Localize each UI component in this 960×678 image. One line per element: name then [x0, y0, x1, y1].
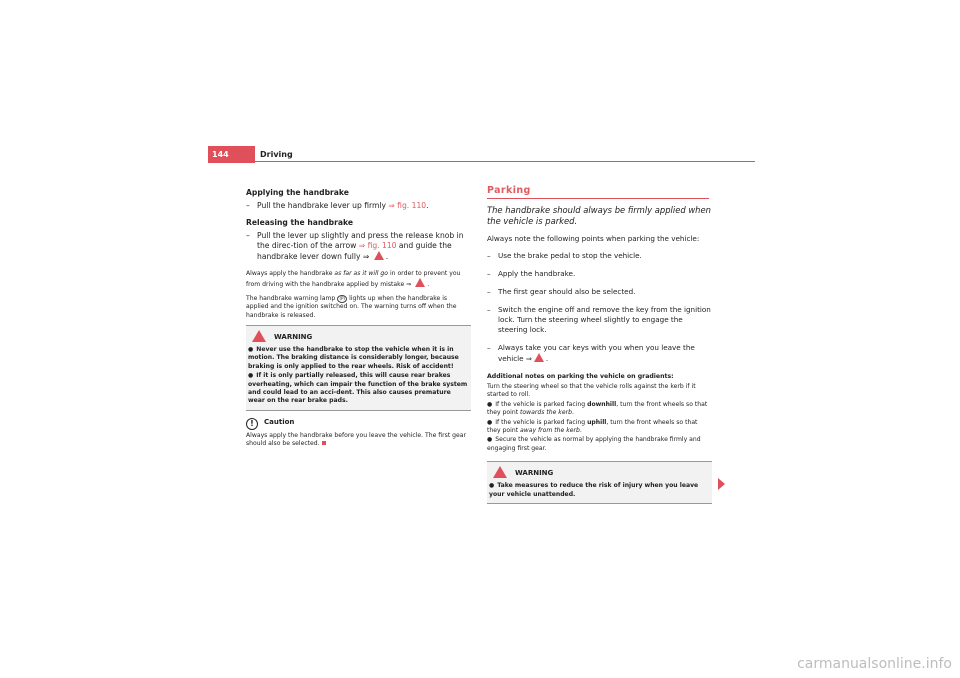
warning-item: ● Take measures to reduce the risk of injury when you leave your vehicle unattended.: [489, 482, 699, 498]
note-apply: Always apply the handbrake as far as it will go in order to prevent you from driving with the handbrake applied by mistake ⇒ .: [246, 270, 461, 289]
left-column: [246, 188, 471, 454]
applying-step: – Pull the handbrake lever up firmly ⇒ fig. 110.: [246, 201, 429, 210]
caution-heading: ! Caution: [246, 417, 471, 430]
warning-box: [487, 461, 712, 504]
end-marker: [322, 441, 326, 445]
notes-intro: Turn the steering wheel so that the vehicle rolls against the kerb if it started to roll.: [487, 383, 696, 399]
parking-step: – The first gear should also be selected.: [487, 287, 636, 296]
fig-link[interactable]: ⇒ fig. 110: [358, 241, 397, 250]
note-lamp: The handbrake warning lamp (P) lights up when the handbrake is applied and the ignition switched on. The warning turns off when the handbrake is released.: [246, 294, 457, 319]
parking-step: – Use the brake pedal to stop the vehicle.: [487, 251, 642, 260]
parking-step: – Apply the handbrake.: [487, 269, 576, 278]
warning-icon: [415, 278, 425, 287]
chapter-title: Driving: [260, 150, 293, 159]
page-number: 144: [212, 150, 229, 159]
handbrake-lamp-icon: (P): [337, 295, 347, 303]
warning-icon: [374, 251, 384, 260]
section-divider: [487, 198, 709, 199]
note-item: ● If the vehicle is parked facing uphill, turn the front wheels so that they point away from the kerb.: [487, 418, 698, 435]
intro-text: Always note the following points when parking the vehicle:: [487, 234, 700, 243]
warning-item: ● If it is only partially released, this will cause rear brakes overheating, which can impair the function of the brake system and could lead to an acci-dent. This also causes premature wear on the rear brake pads.: [248, 372, 468, 405]
applying-title: Applying the handbrake: [246, 188, 349, 197]
releasing-step: – Pull the lever up slightly and press the release knob in the direc-tion of the arrow ⇒ fig. 110 and guide the handbrake lever down fully ⇒ .: [246, 231, 464, 261]
section-title: Parking: [487, 185, 531, 196]
right-column: [487, 186, 712, 510]
warning-heading: WARNING: [248, 330, 469, 342]
warning-icon: [252, 330, 266, 342]
warning-icon: [493, 466, 507, 478]
fig-link[interactable]: ⇒ fig. 110: [388, 201, 427, 210]
header-divider: [255, 161, 755, 162]
note-item: ● Secure the vehicle as normal by applying the handbrake firmly and engaging first gear.: [487, 436, 701, 452]
note-item: ● If the vehicle is parked facing downhill, turn the front wheels so that they point towards the kerb.: [487, 400, 708, 417]
parking-step: – Switch the engine off and remove the key from the ignition lock. Turn the steering wheel slightly to engage the steering lock.: [487, 305, 711, 334]
notes-title: Additional notes on parking the vehicle on gradients:: [487, 373, 674, 380]
watermark: carmanualsonline.info: [797, 656, 952, 672]
releasing-title: Releasing the handbrake: [246, 218, 353, 227]
warning-icon: [534, 353, 544, 362]
parking-step: – Always take you car keys with you when you leave the vehicle ⇒ .: [487, 343, 695, 363]
caution-icon: !: [246, 418, 258, 430]
continue-arrow-icon: [718, 478, 725, 490]
warning-box: [246, 325, 471, 411]
warning-heading: WARNING: [489, 466, 710, 478]
section-lead: The handbrake should always be firmly applied when the vehicle is parked.: [487, 205, 711, 226]
warning-item: ● Never use the handbrake to stop the vehicle when it is in motion. The braking distance is considerably longer, because braking is only applied to the rear wheels. Risk of accident!: [248, 346, 459, 370]
caution-text: Always apply the handbrake before you leave the vehicle. The first gear should also be selected.: [246, 431, 467, 448]
